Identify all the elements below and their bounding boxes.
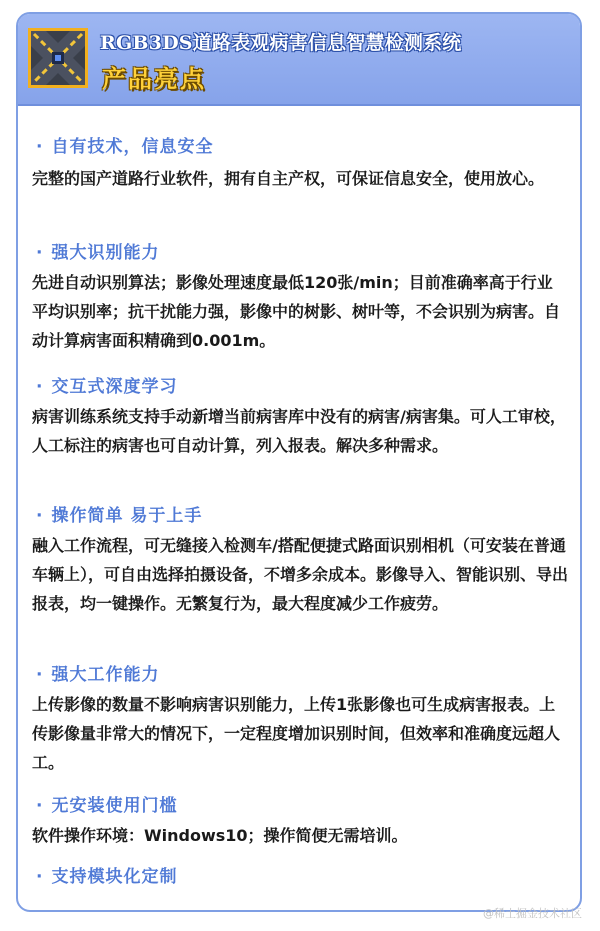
section-body-ease-of-use: 融入工作流程，可无缝接入检测车/搭配便捷式路面识别相机（可安装在普通车辆上），可自由选择拍摄设备，不增多余成本。影像导入、智能识别、导出报表，均一键操作。无繁复行为，最大程度减少工作疲劳。 [32,536,569,613]
bullet-icon: · [36,796,44,816]
section-heading-work-capacity: · 强大工作能力 [36,665,160,685]
section-heading-security: · 自有技术，信息安全 [36,137,214,157]
watermark: @稀土掘金技术社区 [483,907,582,920]
section-body-deep-learning: 病害训练系统支持手动新增当前病害库中没有的病害/病害集。可人工审校，人工标注的病害也可自动计算，列入报表。解决多种需求。 [32,407,566,455]
product-highlights-card [16,12,582,912]
section-body-recognition: 先进自动识别算法；影像处理速度最低120张/min；目前准确率高于行业平均识别率；抗干扰能力强，影像中的树影、树叶等，不会识别为病害。自动计算病害面积精确到0.001m。 [32,273,561,350]
bullet-icon: · [36,137,44,157]
section-heading-recognition: · 强大识别能力 [36,243,160,263]
header-banner [18,14,580,106]
section-body-no-install: 软件操作环境：Windows10；操作简便无需培训。 [32,826,408,845]
section-heading-no-install: · 无安装使用门槛 [36,796,178,816]
bullet-icon: · [36,867,44,887]
app-title: RGB3DS道路表观病害信息智慧检测系统 [100,32,462,54]
section-body-security: 完整的国产道路行业软件，拥有自主产权，可保证信息安全，使用放心。 [32,169,545,188]
section-body-work-capacity: 上传影像的数量不影响病害识别能力，上传1张影像也可生成病害报表。上传影像量非常大的情况下，一定程度增加识别时间，但效率和准确度远超人工。 [32,695,561,772]
section-heading-ease-of-use: · 操作简单 易于上手 [36,506,203,526]
bullet-icon: · [36,506,44,526]
section-heading-customization: · 支持模块化定制 [36,867,178,887]
bullet-icon: · [36,377,44,397]
road-intersection-logo-icon [28,28,88,88]
bullet-icon: · [36,243,44,263]
bullet-icon: · [36,665,44,685]
section-heading-deep-learning: · 交互式深度学习 [36,377,178,397]
page-subtitle: 产品亮点 [102,65,206,93]
